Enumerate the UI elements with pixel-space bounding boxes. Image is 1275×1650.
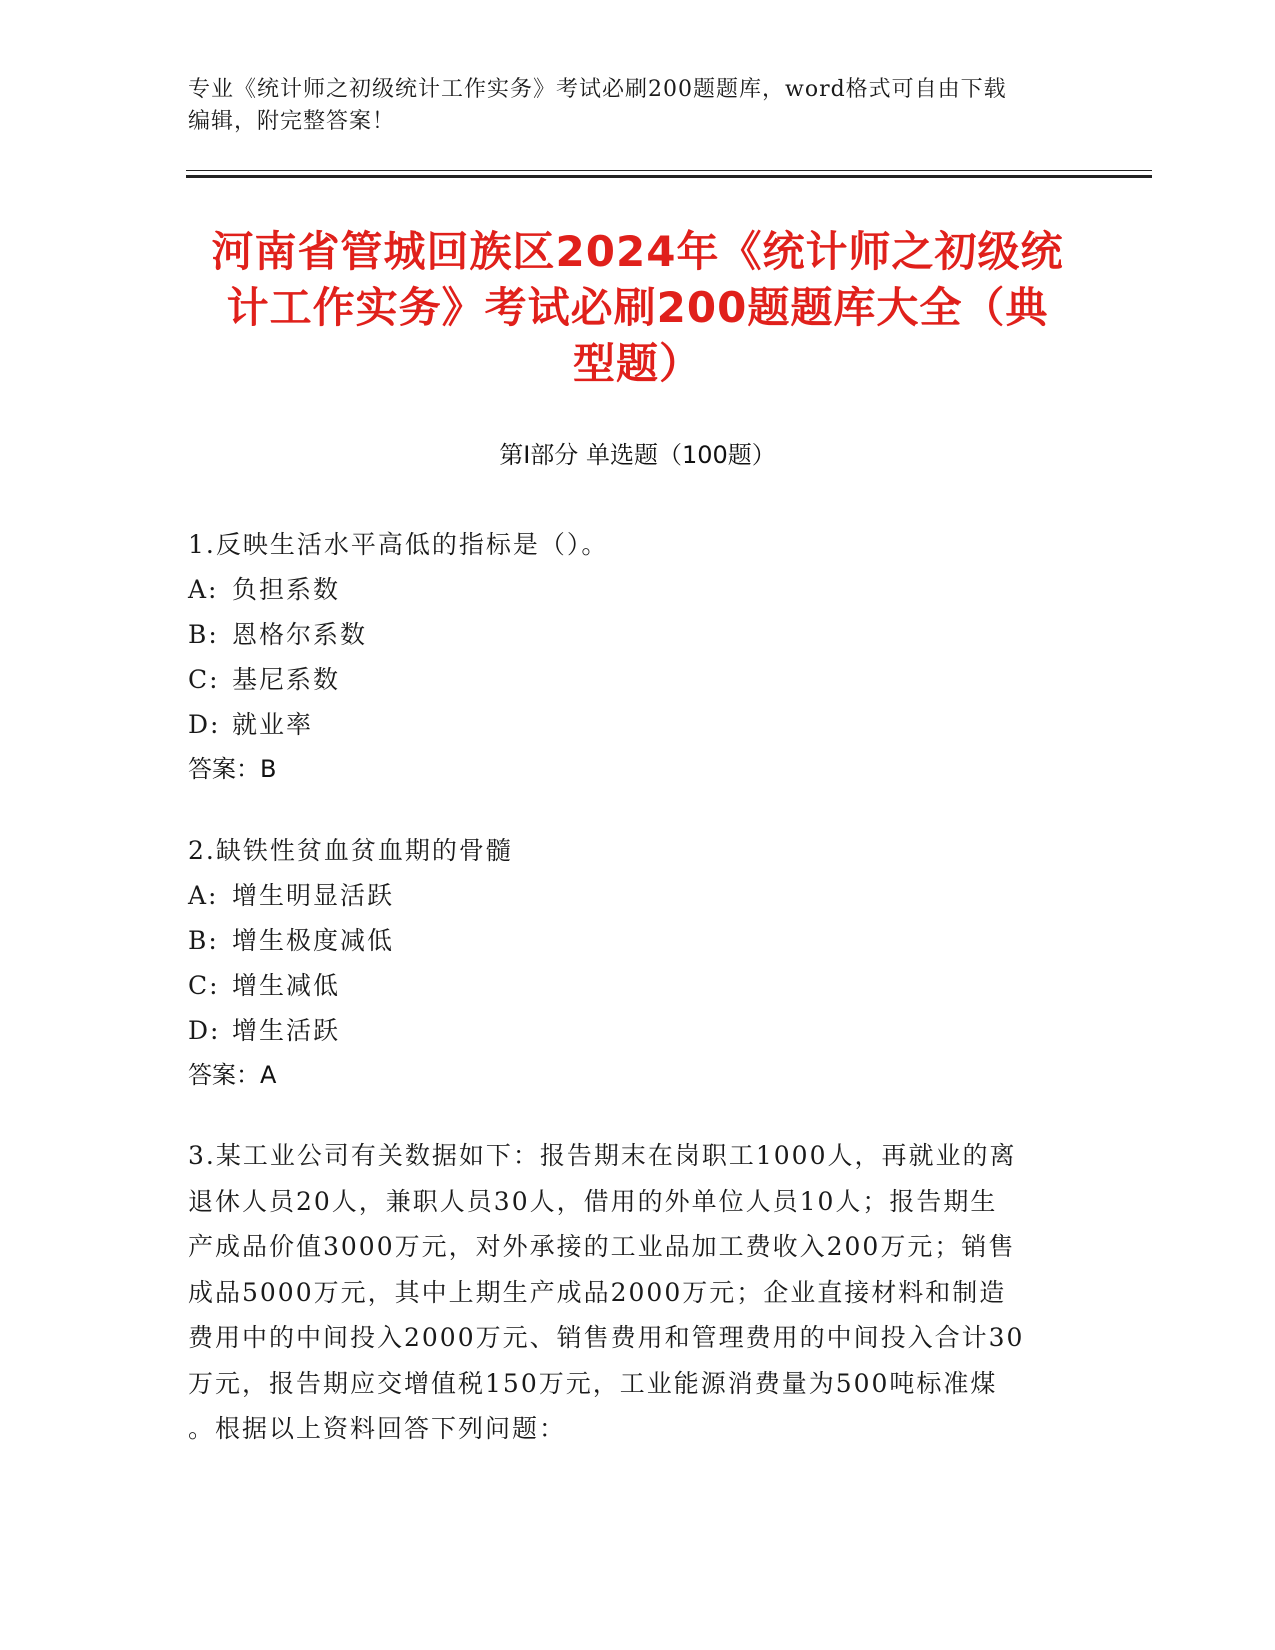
option-text: 负担系数	[232, 575, 341, 604]
document-title-line-1: 河南省管城回族区2024年《统计师之初级统	[211, 227, 1064, 276]
question-2	[188, 828, 1088, 1098]
option-key: A:	[188, 575, 219, 604]
option-c	[188, 963, 1088, 1008]
question-1	[188, 522, 1088, 792]
question-stem: 2.缺铁性贫血贫血期的骨髓	[188, 836, 513, 865]
question-stem-line: 成品5000万元，其中上期生产成品2000万元；企业直接材料和制造	[188, 1277, 1007, 1307]
header-rule-top	[186, 170, 1152, 171]
option-key: B:	[188, 620, 219, 649]
question-3	[188, 1133, 1088, 1452]
option-key: A:	[188, 881, 219, 910]
option-b	[188, 612, 1088, 657]
option-text: 增生活跃	[232, 1016, 341, 1045]
question-stem-line: 万元，报告期应交增值税150万元，工业能源消费量为500吨标准煤	[188, 1368, 998, 1398]
document-title-line-3: 型题）	[572, 339, 702, 388]
option-text: 增生极度减低	[232, 926, 395, 955]
option-text: 基尼系数	[232, 665, 341, 694]
option-text: 恩格尔系数	[232, 620, 368, 649]
header-note	[188, 74, 1088, 138]
option-c	[188, 657, 1088, 702]
question-stem-line: 费用中的中间投入2000万元、销售费用和管理费用的中间投入合计30	[188, 1323, 1025, 1352]
option-key: C:	[188, 665, 220, 694]
option-d	[188, 702, 1088, 747]
option-a	[188, 567, 1088, 612]
question-stem-line: 退休人员20人，兼职人员30人，借用的外单位人员10人；报告期生	[188, 1186, 998, 1216]
section-heading: 第Ⅰ部分 单选题（100题）	[499, 441, 776, 469]
option-b	[188, 918, 1088, 963]
question-stem: 1.反映生活水平高低的指标是（）。	[188, 530, 609, 559]
option-key: D:	[188, 1016, 221, 1045]
answer: 答案：A	[188, 1061, 277, 1089]
header-note-line-2: 编辑，附完整答案！	[188, 109, 396, 134]
document-title	[170, 224, 1105, 392]
option-key: B:	[188, 926, 219, 955]
option-text: 增生明显活跃	[232, 881, 395, 910]
document-title-line-2: 计工作实务》考试必刷200题题库大全（典	[226, 283, 1049, 332]
option-text: 增生减低	[232, 971, 341, 1000]
option-key: D:	[188, 710, 221, 739]
option-text: 就业率	[232, 710, 314, 739]
option-a	[188, 873, 1088, 918]
question-stem-line: 。根据以上资料回答下列问题：	[188, 1414, 567, 1443]
question-stem-line: 产成品价值3000万元，对外承接的工业品加工费收入200万元；销售	[188, 1232, 1016, 1261]
option-d	[188, 1008, 1088, 1053]
header-note-line-1: 专业《统计师之初级统计工作实务》考试必刷200题题库，word格式可自由下载	[188, 77, 1007, 102]
option-key: C:	[188, 971, 220, 1000]
answer: 答案：B	[188, 755, 277, 783]
header-rule-bottom	[186, 175, 1152, 178]
question-stem-line: 3.某工业公司有关数据如下：报告期末在岗职工1000人，再就业的离	[188, 1141, 1017, 1170]
